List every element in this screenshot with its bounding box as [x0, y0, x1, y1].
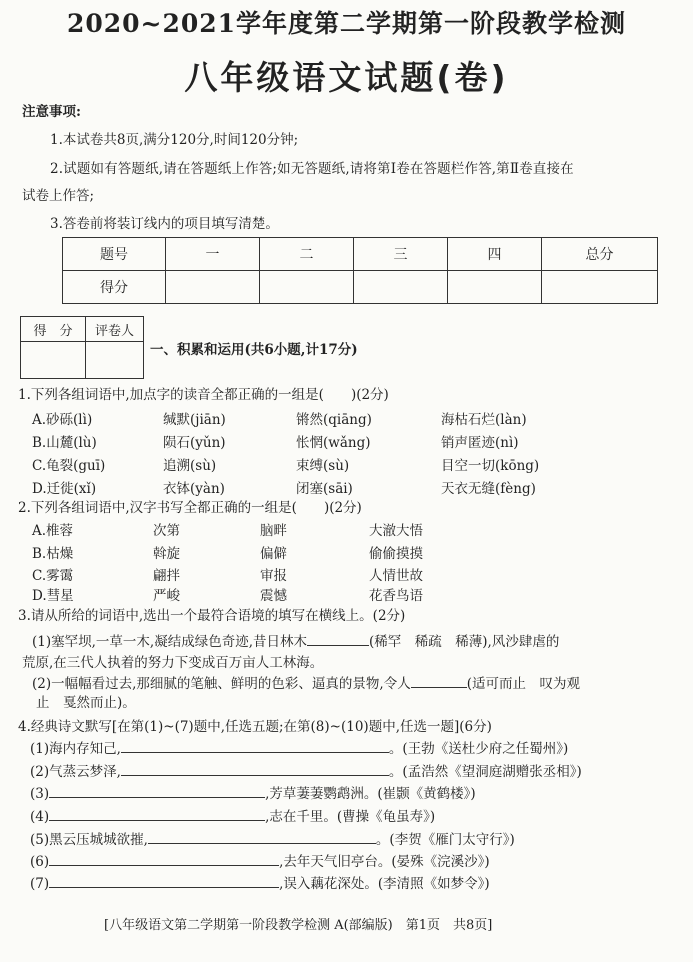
grader-name-cell[interactable] — [86, 342, 144, 379]
q2-c-2: 翩拌 — [153, 568, 180, 584]
notice-item-3: 3.答卷前将装订线内的项目填写清楚。 — [50, 216, 279, 232]
q3-p2 — [32, 672, 580, 692]
score-header-cell: 三 — [354, 238, 448, 271]
exam-subtitle: 八年级语文试题(卷) — [184, 58, 509, 97]
q2-b-1: B.枯燥 — [32, 546, 74, 562]
q4-line-5 — [30, 828, 515, 848]
score-entry-cell[interactable] — [542, 271, 658, 304]
q4-line-5-post: 。(李贺《雁门太守行》) — [375, 832, 515, 848]
q4-line-3-post: ,芳草萋萋鹦鹉洲。(崔颢《黄鹤楼》) — [265, 786, 476, 802]
q2-a-2: 次第 — [153, 523, 180, 539]
q4-blank-4[interactable] — [49, 808, 265, 821]
q4-line-1 — [30, 737, 568, 757]
q2-d-2: 严峻 — [153, 588, 180, 604]
q1-c-3: 束缚(sù) — [296, 458, 350, 474]
q4-line-5-pre: (5)黑云压城城欲摧, — [30, 832, 148, 848]
q2-stem: 2.下列各组词语中,汉字书写全都正确的一组是( )(2分) — [18, 500, 362, 516]
q1-b-1: B.山麓(lù) — [32, 435, 97, 451]
q3-p2-text-a: (2)一幅幅看过去,那细腻的笔触、鲜明的色彩、逼真的景物,令人 — [32, 676, 411, 692]
q1-c-2: 追溯(sù) — [163, 458, 217, 474]
q1-d-2: 衣钵(yàn) — [163, 481, 225, 497]
q3-p1-continued: 荒原,在三代人执着的努力下变成百万亩人工林海。 — [22, 655, 324, 671]
score-table-score-row — [63, 271, 658, 304]
q4-line-7-pre: (7) — [30, 876, 50, 892]
q4-line-2 — [30, 760, 582, 780]
q4-line-2-post: 。(孟浩然《望洞庭湖赠张丞相》) — [388, 764, 582, 780]
score-header-cell: 四 — [448, 238, 542, 271]
q1-a-2: 缄默(jiān) — [163, 412, 226, 428]
q2-d-3: 震憾 — [260, 588, 287, 604]
q2-a-1: A.椎蓉 — [32, 523, 74, 539]
q1-b-2: 陨石(yǔn) — [163, 435, 226, 451]
q4-line-3 — [30, 782, 476, 802]
notice-item-2b: 试卷上作答; — [22, 188, 95, 204]
q4-line-6-post: ,去年天气旧亭台。(晏殊《浣溪沙》) — [279, 854, 490, 870]
q4-line-7 — [30, 872, 490, 892]
q3-blank-1[interactable] — [307, 633, 369, 646]
section-1-title: 一、积累和运用(共6小题,计17分) — [150, 342, 358, 358]
q2-a-3: 脑畔 — [260, 523, 287, 539]
notice-item-2a: 2.试题如有答题纸,请在答题纸上作答;如无答题纸,请将第Ⅰ卷在答题栏作答,第Ⅱ卷直接在 — [50, 161, 574, 177]
score-row-label: 得分 — [63, 271, 166, 304]
score-entry-cell[interactable] — [354, 271, 448, 304]
q2-b-4: 偷偷摸摸 — [369, 546, 423, 562]
q4-blank-6[interactable] — [49, 853, 279, 866]
q4-blank-5[interactable] — [148, 831, 376, 844]
q4-blank-1[interactable] — [121, 740, 389, 753]
grader-score-label: 得 分 — [21, 317, 86, 342]
page-footer: [八年级语文第二学期第一阶段教学检测 A(部编版) 第1页 共8页] — [104, 918, 493, 933]
q1-a-1: A.砂砾(lì) — [32, 412, 93, 428]
q4-line-3-pre: (3) — [30, 786, 50, 802]
q4-blank-7[interactable] — [49, 875, 279, 888]
q1-d-1: D.迁徙(xǐ) — [32, 481, 97, 497]
q4-line-4-post: ,志在千里。(曹操《龟虽寿》) — [265, 809, 436, 825]
q3-p2-continued: 止 戛然而止)。 — [36, 695, 136, 711]
q4-line-2-pre: (2)气蒸云梦泽, — [30, 764, 121, 780]
q1-a-4: 海枯石烂(làn) — [441, 412, 527, 428]
q2-a-4: 大澈大悟 — [369, 523, 423, 539]
q4-line-1-pre: (1)海内存知己, — [30, 741, 121, 757]
q3-p2-text-b: (适可而止 叹为观 — [466, 676, 580, 692]
score-header-cell: 总分 — [542, 238, 658, 271]
score-header-cell: 一 — [166, 238, 260, 271]
q2-d-4: 花香鸟语 — [369, 588, 423, 604]
score-header-cell: 二 — [260, 238, 354, 271]
q4-stem: 4.经典诗文默写[在第(1)~(7)题中,任选五题;在第(8)~(10)题中,任选一题](6分) — [18, 719, 492, 735]
q4-line-4-pre: (4) — [30, 809, 50, 825]
q4-line-6 — [30, 850, 490, 870]
score-entry-cell[interactable] — [166, 271, 260, 304]
score-table — [62, 237, 658, 304]
score-entry-cell[interactable] — [448, 271, 542, 304]
q1-b-4: 销声匿迹(nì) — [441, 435, 519, 451]
grader-score-cell[interactable] — [21, 342, 86, 379]
q4-line-7-post: ,误入藕花深处。(李清照《如梦令》) — [279, 876, 490, 892]
q1-c-1: C.龟裂(guī) — [32, 458, 106, 474]
q1-stem: 1.下列各组词语中,加点字的读音全都正确的一组是( )(2分) — [18, 387, 389, 403]
q4-blank-2[interactable] — [121, 763, 389, 776]
grader-box — [20, 316, 144, 379]
q2-c-3: 审报 — [260, 568, 287, 584]
q4-line-1-post: 。(王勃《送杜少府之任蜀州》) — [388, 741, 569, 757]
q2-c-1: C.雾霭 — [32, 568, 74, 584]
notice-item-1: 1.本试卷共8页,满分120分,时间120分钟; — [50, 132, 299, 148]
q4-line-4 — [30, 805, 435, 825]
grader-name-label: 评卷人 — [86, 317, 144, 342]
q3-p1-text-b: (稀罕 稀疏 稀薄),风沙肆虐的 — [369, 634, 560, 650]
q3-p1 — [32, 630, 559, 650]
exam-title: 2020~2021学年度第二学期第一阶段教学检测 — [66, 9, 627, 38]
q1-b-3: 怅惘(wǎng) — [296, 435, 371, 451]
q4-line-6-pre: (6) — [30, 854, 50, 870]
score-table-header-row — [63, 238, 658, 271]
q2-b-3: 偏僻 — [260, 546, 287, 562]
score-entry-cell[interactable] — [260, 271, 354, 304]
q3-blank-2[interactable] — [411, 675, 467, 688]
q1-c-4: 目空一切(kōng) — [441, 458, 540, 474]
score-header-cell: 题号 — [63, 238, 166, 271]
q3-stem: 3.请从所给的词语中,选出一个最符合语境的填写在横线上。(2分) — [18, 608, 406, 624]
q2-c-4: 人情世故 — [369, 568, 423, 584]
q2-b-2: 斡旋 — [153, 546, 180, 562]
q2-d-1: D.彗星 — [32, 588, 74, 604]
q1-d-4: 天衣无缝(fèng) — [441, 481, 536, 497]
q1-a-3: 锵然(qiāng) — [296, 412, 372, 428]
q3-p1-text-a: (1)塞罕坝,一草一木,凝结成绿色奇迹,昔日林木 — [32, 634, 307, 650]
q4-blank-3[interactable] — [49, 785, 265, 798]
q1-d-3: 闭塞(sāi) — [296, 481, 353, 497]
notice-heading: 注意事项: — [22, 104, 81, 120]
